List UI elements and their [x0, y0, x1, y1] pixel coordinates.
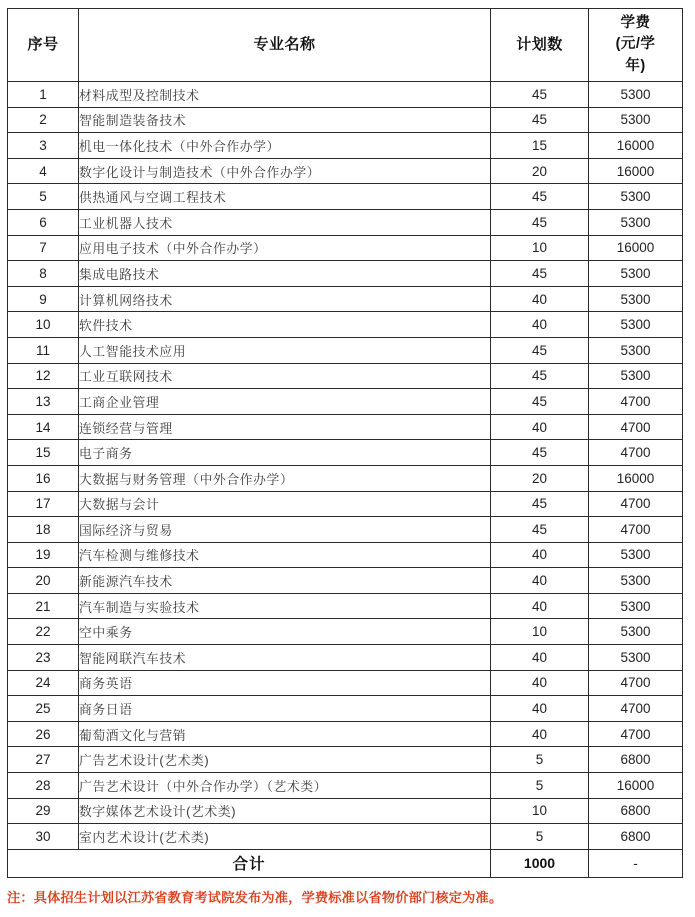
- cell-serial-number: 22: [8, 619, 79, 645]
- cell-major-name: 国际经济与贸易: [79, 517, 491, 543]
- cell-major-name: 广告艺术设计（中外合作办学）（艺术类）: [79, 773, 491, 799]
- cell-serial-number: 30: [8, 824, 79, 850]
- cell-major-name: 机电一体化技术（中外合作办学）: [79, 133, 491, 159]
- cell-plan-count: 45: [491, 184, 589, 210]
- cell-plan-count: 10: [491, 235, 589, 261]
- table-row: [8, 107, 683, 133]
- cell-serial-number: 6: [8, 209, 79, 235]
- cell-tuition-fee: 16000: [589, 235, 683, 261]
- header-cell-name: 专业名称: [79, 9, 491, 82]
- cell-tuition-fee: 5300: [589, 363, 683, 389]
- cell-plan-count: 40: [491, 593, 589, 619]
- cell-major-name: 汽车检测与维修技术: [79, 542, 491, 568]
- cell-plan-count: 10: [491, 619, 589, 645]
- cell-plan-count: 45: [491, 337, 589, 363]
- cell-major-name: 供热通风与空调工程技术: [79, 184, 491, 210]
- cell-serial-number: 29: [8, 798, 79, 824]
- cell-major-name: 新能源汽车技术: [79, 568, 491, 594]
- cell-serial-number: 24: [8, 670, 79, 696]
- table-row: [8, 619, 683, 645]
- cell-serial-number: 12: [8, 363, 79, 389]
- total-label: 合计: [8, 849, 491, 877]
- cell-major-name: 材料成型及控制技术: [79, 82, 491, 108]
- table-row: [8, 593, 683, 619]
- cell-major-name: 汽车制造与实验技术: [79, 593, 491, 619]
- cell-plan-count: 45: [491, 491, 589, 517]
- cell-plan-count: 45: [491, 389, 589, 415]
- cell-major-name: 商务英语: [79, 670, 491, 696]
- cell-major-name: 连锁经营与管理: [79, 414, 491, 440]
- cell-tuition-fee: 4700: [589, 491, 683, 517]
- cell-serial-number: 15: [8, 440, 79, 466]
- table-row: [8, 440, 683, 466]
- cell-major-name: 室内艺术设计(艺术类): [79, 824, 491, 850]
- cell-tuition-fee: 5300: [589, 312, 683, 338]
- cell-plan-count: 45: [491, 209, 589, 235]
- cell-plan-count: 5: [491, 773, 589, 799]
- cell-plan-count: 10: [491, 798, 589, 824]
- cell-tuition-fee: 16000: [589, 773, 683, 799]
- cell-plan-count: 40: [491, 568, 589, 594]
- table-row: [8, 542, 683, 568]
- cell-tuition-fee: 5300: [589, 645, 683, 671]
- cell-major-name: 人工智能技术应用: [79, 337, 491, 363]
- cell-major-name: 应用电子技术（中外合作办学）: [79, 235, 491, 261]
- table-row: [8, 235, 683, 261]
- cell-major-name: 葡萄酒文化与营销: [79, 721, 491, 747]
- table-row: [8, 261, 683, 287]
- cell-serial-number: 16: [8, 465, 79, 491]
- cell-serial-number: 7: [8, 235, 79, 261]
- cell-major-name: 数字化设计与制造技术（中外合作办学）: [79, 158, 491, 184]
- cell-tuition-fee: 5300: [589, 542, 683, 568]
- cell-tuition-fee: 16000: [589, 465, 683, 491]
- cell-major-name: 大数据与会计: [79, 491, 491, 517]
- cell-tuition-fee: 4700: [589, 721, 683, 747]
- cell-serial-number: 23: [8, 645, 79, 671]
- cell-serial-number: 3: [8, 133, 79, 159]
- cell-tuition-fee: 5300: [589, 209, 683, 235]
- table-row: [8, 645, 683, 671]
- table-row: [8, 414, 683, 440]
- cell-major-name: 广告艺术设计(艺术类): [79, 747, 491, 773]
- header-row: [8, 9, 683, 82]
- cell-serial-number: 9: [8, 286, 79, 312]
- cell-tuition-fee: 6800: [589, 824, 683, 850]
- table-row: [8, 465, 683, 491]
- table-row: [8, 670, 683, 696]
- table-row: [8, 312, 683, 338]
- cell-serial-number: 11: [8, 337, 79, 363]
- cell-serial-number: 2: [8, 107, 79, 133]
- cell-tuition-fee: 4700: [589, 389, 683, 415]
- cell-plan-count: 20: [491, 465, 589, 491]
- cell-serial-number: 21: [8, 593, 79, 619]
- cell-major-name: 工业互联网技术: [79, 363, 491, 389]
- cell-major-name: 软件技术: [79, 312, 491, 338]
- cell-major-name: 空中乘务: [79, 619, 491, 645]
- table-row: [8, 696, 683, 722]
- cell-major-name: 智能网联汽车技术: [79, 645, 491, 671]
- header-cell-no: 序号: [8, 9, 79, 82]
- cell-serial-number: 5: [8, 184, 79, 210]
- cell-serial-number: 10: [8, 312, 79, 338]
- cell-tuition-fee: 5300: [589, 261, 683, 287]
- cell-serial-number: 27: [8, 747, 79, 773]
- cell-tuition-fee: 4700: [589, 440, 683, 466]
- cell-serial-number: 4: [8, 158, 79, 184]
- cell-serial-number: 13: [8, 389, 79, 415]
- cell-plan-count: 45: [491, 363, 589, 389]
- cell-tuition-fee: 6800: [589, 798, 683, 824]
- footnote: 注：具体招生计划以江苏省教育考试院发布为准，学费标准以省物价部门核定为准。: [7, 890, 503, 905]
- table-row: [8, 337, 683, 363]
- table-row: [8, 798, 683, 824]
- cell-serial-number: 17: [8, 491, 79, 517]
- table-row: [8, 568, 683, 594]
- cell-tuition-fee: 5300: [589, 184, 683, 210]
- table-row: [8, 773, 683, 799]
- cell-tuition-fee: 5300: [589, 286, 683, 312]
- table-header: [8, 9, 683, 82]
- cell-serial-number: 8: [8, 261, 79, 287]
- table-row: [8, 133, 683, 159]
- table-row: [8, 184, 683, 210]
- table-row: [8, 824, 683, 850]
- cell-plan-count: 45: [491, 440, 589, 466]
- cell-tuition-fee: 16000: [589, 133, 683, 159]
- cell-plan-count: 5: [491, 824, 589, 850]
- cell-plan-count: 45: [491, 82, 589, 108]
- cell-tuition-fee: 6800: [589, 747, 683, 773]
- cell-plan-count: 40: [491, 414, 589, 440]
- cell-serial-number: 26: [8, 721, 79, 747]
- cell-major-name: 大数据与财务管理（中外合作办学）: [79, 465, 491, 491]
- table-row: [8, 363, 683, 389]
- cell-major-name: 商务日语: [79, 696, 491, 722]
- table-row: [8, 721, 683, 747]
- cell-plan-count: 15: [491, 133, 589, 159]
- cell-tuition-fee: 4700: [589, 517, 683, 543]
- table-row: [8, 517, 683, 543]
- cell-tuition-fee: 5300: [589, 568, 683, 594]
- cell-major-name: 集成电路技术: [79, 261, 491, 287]
- cell-tuition-fee: 4700: [589, 696, 683, 722]
- cell-plan-count: 40: [491, 670, 589, 696]
- cell-major-name: 数字媒体艺术设计(艺术类): [79, 798, 491, 824]
- cell-tuition-fee: 4700: [589, 414, 683, 440]
- cell-plan-count: 45: [491, 517, 589, 543]
- table-row: [8, 82, 683, 108]
- cell-plan-count: 40: [491, 286, 589, 312]
- header-fee-line-1: 学费: [620, 15, 651, 32]
- cell-plan-count: 20: [491, 158, 589, 184]
- table-body: [8, 82, 683, 878]
- cell-tuition-fee: 5300: [589, 619, 683, 645]
- table-row: [8, 747, 683, 773]
- table-row: [8, 389, 683, 415]
- cell-plan-count: 40: [491, 696, 589, 722]
- cell-plan-count: 40: [491, 721, 589, 747]
- cell-tuition-fee: 5300: [589, 82, 683, 108]
- table-row: [8, 158, 683, 184]
- cell-tuition-fee: 5300: [589, 337, 683, 363]
- cell-plan-count: 45: [491, 261, 589, 287]
- cell-serial-number: 25: [8, 696, 79, 722]
- cell-serial-number: 18: [8, 517, 79, 543]
- header-fee-line-2: (元/学: [615, 36, 656, 53]
- total-tuition-fee: -: [589, 849, 683, 877]
- cell-serial-number: 19: [8, 542, 79, 568]
- cell-serial-number: 28: [8, 773, 79, 799]
- header-cell-fee: [589, 9, 683, 82]
- table-row: [8, 209, 683, 235]
- cell-major-name: 电子商务: [79, 440, 491, 466]
- cell-plan-count: 40: [491, 312, 589, 338]
- cell-serial-number: 20: [8, 568, 79, 594]
- table-row: [8, 286, 683, 312]
- cell-tuition-fee: 5300: [589, 593, 683, 619]
- cell-plan-count: 45: [491, 107, 589, 133]
- cell-plan-count: 5: [491, 747, 589, 773]
- cell-major-name: 工业机器人技术: [79, 209, 491, 235]
- cell-major-name: 工商企业管理: [79, 389, 491, 415]
- total-plan-count: 1000: [491, 849, 589, 877]
- table-row: [8, 491, 683, 517]
- cell-serial-number: 1: [8, 82, 79, 108]
- cell-serial-number: 14: [8, 414, 79, 440]
- cell-major-name: 智能制造装备技术: [79, 107, 491, 133]
- cell-tuition-fee: 4700: [589, 670, 683, 696]
- cell-major-name: 计算机网络技术: [79, 286, 491, 312]
- header-fee-line-3: 年): [625, 57, 646, 74]
- cell-plan-count: 40: [491, 542, 589, 568]
- cell-tuition-fee: 5300: [589, 107, 683, 133]
- enrollment-plan-table: [7, 8, 683, 878]
- header-cell-count: 计划数: [491, 9, 589, 82]
- cell-plan-count: 40: [491, 645, 589, 671]
- cell-tuition-fee: 16000: [589, 158, 683, 184]
- total-row: [8, 849, 683, 877]
